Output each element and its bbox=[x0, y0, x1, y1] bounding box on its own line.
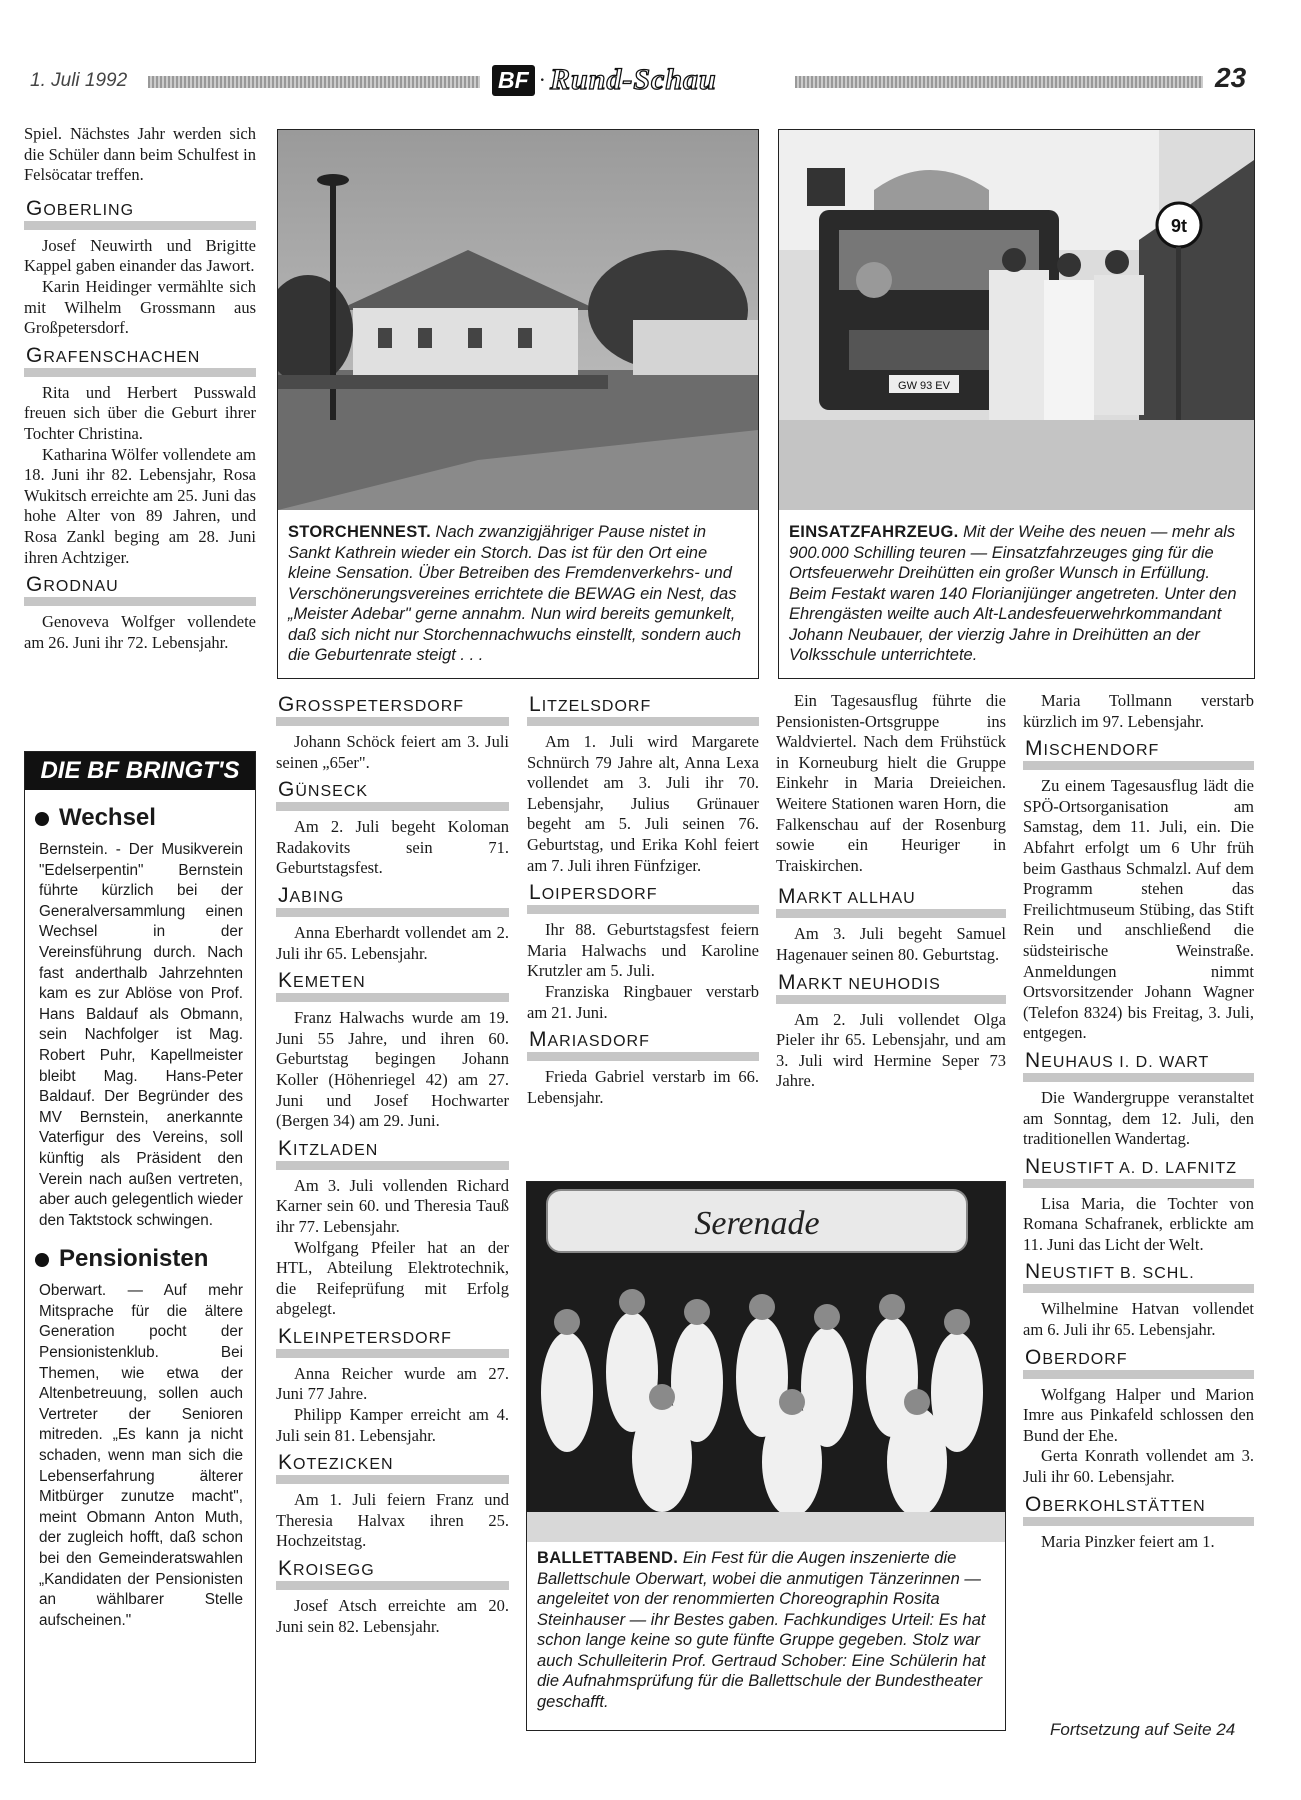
photo-storchennest-caption bbox=[288, 522, 746, 666]
section-title-grafenschachen: GRAFENSCHACHEN bbox=[24, 345, 256, 377]
bf-item-text-pensionisten: Oberwart. — Auf mehr Mitsprache für die ältere Generation pocht der Pensionistenklub. Bei Themen, wie etwa der Altenbetreuung, sollen auch Vertreter der Senioren mitreden. „Es kann ja nicht schaden, wenn man sich die Lebenserfahrung älterer Mitbürger zunutze macht", meint Obmann Anton Muth, der zugleich hofft, daß schon bei den Gemeinderatswahlen „Kandidaten der Pensionisten an wählbarer Stelle aufscheinen." bbox=[39, 1282, 243, 1629]
logo-bf: BF bbox=[492, 65, 535, 96]
article-text: Zu einem Tagesausflug lädt die SPÖ-Ortsorganisation am Samstag, dem 11. Juli, ein. Die Abfahrt erfolgt um 6 Uhr früh beim Gasthaus Schmalzl. Auf dem Programm stehen das Freilichtmuseum Stübing, das Stift Rein und anschließend die südsteirische Weinstraße. Anmeldungen nimmt Ortsvorsitzender Johann Wagner (Telefon 8324) bis Freitag, 3. Juli, entgegen. bbox=[1023, 776, 1254, 1043]
col4-intro: Ein Tagesausflug führte die Pensionisten-Ortsgruppe ins Waldviertel. Nach dem Frühstück in Korneuburg hielt die Gruppe Einkehr in Maria Dreieichen. Weitere Stationen waren Horn, die Falkenschau auf der Rosenburg sowie ein Heuriger in Traiskirchen. bbox=[776, 691, 1006, 875]
section-title-markt-neuhodis: MARKT NEUHODIS bbox=[776, 972, 1006, 1004]
article-text: Lisa Maria, die Tochter von Romana Schafranek, erblickte am 11. Juni das Licht der Welt. bbox=[1023, 1193, 1254, 1254]
article-text: Johann Schöck feiert am 3. Juli seinen „65er". bbox=[276, 732, 509, 772]
section-title-markt-allhau: MARKT ALLHAU bbox=[776, 886, 1006, 918]
caption-title: STORCHENNEST. bbox=[288, 523, 431, 541]
article-text: Franz Halwachs wurde am 19. Juni 55 Jahre, und ihren 60. Geburtstag begingen Johann Koller (Höhenriegel 42) am 27. Juni und Josef Hochwarter (Bergen 34) am 29. Juni. bbox=[276, 1008, 509, 1131]
bf-item-title-wechsel: Wechsel bbox=[35, 804, 255, 832]
photo-storchennest-image bbox=[278, 130, 758, 510]
column-5 bbox=[1023, 691, 1254, 1552]
section-title-neuhaus: NEUHAUS I. D. WART bbox=[1023, 1050, 1254, 1082]
page-header bbox=[0, 0, 1301, 110]
article-text: Am 2. Juli vollendet Olga Pieler ihr 65. Lebensjahr, und am 3. Juli wird Hermine Seper 73 Jahre. bbox=[776, 1009, 1006, 1091]
article-text: Am 3. Juli begeht Samuel Hagenauer seinen 80. Geburtstag. bbox=[776, 924, 1006, 964]
caption-text: Mit der Weihe des neuen — mehr als 900.000 Schilling teuren — Einsatzfahrzeuges ging für die Ortsfeuerwehr Dreihütten ein großer Wunsch in Erfüllung. Beim Festakt waren 140 Florianijünger angetreten. Unter den Ehrengästen weilte auch Alt-Landesfeuerwehrkommandant Johann Neubauer, der vierzig Jahre in Dreihütten an der Volksschule unterrichtete. bbox=[789, 523, 1237, 664]
header-logo: BF · Rund-Schau bbox=[492, 63, 792, 103]
column-2 bbox=[276, 694, 509, 1637]
bf-item-title-pensionisten: Pensionisten bbox=[35, 1245, 255, 1273]
serenade-banner: Serenade bbox=[694, 1205, 820, 1242]
photo-storchennest bbox=[277, 129, 759, 679]
section-title-mischendorf: MISCHENDORF bbox=[1023, 738, 1254, 770]
bullet-icon bbox=[35, 812, 49, 826]
bf-box-heading: DIE BF BRINGT'S bbox=[25, 752, 255, 790]
photo-einsatzfahrzeug-caption bbox=[789, 522, 1244, 666]
section-title-neustift-lafnitz: NEUSTIFT A. D. LAFNITZ bbox=[1023, 1156, 1254, 1188]
article-text: Wilhelmine Hatvan vollendet am 6. Juli ihr 65. Lebensjahr. bbox=[1023, 1299, 1254, 1340]
article-text: Wolfgang Pfeiler hat an der HTL, Abteilung Elektrotechnik, die Reifeprüfung mit Erfolg abgelegt. bbox=[276, 1237, 509, 1319]
photo-einsatzfahrzeug-image bbox=[779, 130, 1254, 510]
section-title-kroisegg: KROISEGG bbox=[276, 1558, 509, 1590]
article-text: Am 3. Juli vollenden Richard Karner sein 60. und Theresia Tauß ihr 77. Lebensjahr. bbox=[276, 1175, 509, 1236]
article-text: Ihr 88. Geburtstagsfest feiern Maria Halwachs und Karoline Krutzler am 5. Juli. bbox=[527, 920, 759, 981]
article-text: Am 2. Juli begeht Koloman Radakovits sein 71. Geburtstagsfest. bbox=[276, 817, 509, 878]
header-rule-left bbox=[148, 76, 480, 88]
section-title-goberling: GOBERLING bbox=[24, 198, 256, 230]
column-1 bbox=[24, 124, 256, 653]
section-title-kotezicken: KOTEZICKEN bbox=[276, 1452, 509, 1484]
article-text: Am 1. Juli feiern Franz und Theresia Halvax ihren 25. Hochzeitstag. bbox=[276, 1490, 509, 1551]
col1-sections bbox=[24, 198, 256, 654]
article-text: Philipp Kamper erreicht am 4. Juli sein 81. Lebensjahr. bbox=[276, 1405, 509, 1445]
section-title-jabing: JABING bbox=[276, 885, 509, 917]
section-title-mariasdorf: MARIASDORF bbox=[527, 1029, 759, 1061]
article-text: Frieda Gabriel verstarb im 66. Lebensjahr. bbox=[527, 1067, 759, 1107]
article-text: Genoveva Wolfger vollendete am 26. Juni ihr 72. Lebensjahr. bbox=[24, 612, 256, 652]
license-plate: GW 93 EV bbox=[898, 380, 950, 392]
article-text: Karin Heidinger vermählte sich mit Wilhelm Grossmann aus Großpetersdorf. bbox=[24, 276, 256, 338]
article-text: Katharina Wölfer vollendete am 18. Juni ihr 82. Lebensjahr, Rosa Wukitsch erreichte am 25. Juni das hohe Alter von 89 Jahren, und Rosa Zankl beging am 28. Juni ihren Achtziger. bbox=[24, 444, 256, 567]
header-rule-right bbox=[795, 76, 1203, 88]
section-title-guenseck: GÜNSECK bbox=[276, 779, 509, 811]
article-text: Franziska Ringbauer verstarb am 21. Juni. bbox=[527, 981, 759, 1022]
article-text: Gerta Konrath vollendet am 3. Juli ihr 60. Lebensjahr. bbox=[1023, 1446, 1254, 1487]
section-title-kitzladen: KITZLADEN bbox=[276, 1138, 509, 1170]
caption-title: BALLETTABEND. bbox=[537, 1549, 679, 1567]
article-text: Die Wandergruppe veranstaltet am Sonntag, dem 12. Juli, den traditionellen Wandertag. bbox=[1023, 1087, 1254, 1149]
col1-intro: Spiel. Nächstes Jahr werden sich die Schüler dann beim Schulfest in Felsöcatar treffen. bbox=[24, 124, 256, 185]
continued-note: Fortsetzung auf Seite 24 bbox=[1050, 1720, 1236, 1739]
article-text: Josef Neuwirth und Brigitte Kappel gaben einander das Jawort. bbox=[24, 235, 256, 276]
article-text: Maria Pinzker feiert am 1. bbox=[1041, 1531, 1215, 1551]
weight-sign: 9t bbox=[1170, 216, 1188, 236]
section-title-oberdorf: OBERDORF bbox=[1023, 1347, 1254, 1379]
caption-text: Ein Fest für die Augen inszenierte die Ballettschule Oberwart, wobei die anmutigen Tänzerinnen — angeleitet von der renommierten Choreographin Rosita Steinhauser — ihr Bestes gaben. Fachkundiges Urteil: Es hat schon lange keine so gute fünfte Gruppe gegeben. Stolz war auch Schulleiterin Prof. Gertraud Schober: Eine Schülerin hat die Aufnahmsprüfung für die Ballettschule der Bundestheater geschafft. bbox=[537, 1549, 986, 1711]
photo-ballettabend bbox=[526, 1181, 1006, 1731]
section-title-grosspetersdorf: GROSSPETERSDORF bbox=[276, 694, 509, 726]
bullet-icon bbox=[35, 1253, 49, 1267]
section-title-kemeten: KEMETEN bbox=[276, 970, 509, 1002]
caption-text: Nach zwanzigjähriger Pause nistet in Sankt Kathrein wieder ein Storch. Das ist für den Ort eine kleine Sensation. Über Betreiben des Fremdenverkehrs- und Verschönerungsvereines errichtete die BEWAG ein Nest, das „Meister Adebar" gerne annahm. Nun wird bereits gemunkelt, daß sich nicht nur Storchennachwuchs einstellt, sondern auch die Geburtenrate steigt . . . bbox=[288, 523, 742, 664]
header-date: 1. Juli 1992 bbox=[30, 70, 128, 91]
caption-title: EINSATZFAHRZEUG. bbox=[789, 523, 959, 541]
section-title-loipersdorf: LOIPERSDORF bbox=[527, 882, 759, 914]
article-text: Wolfgang Halper und Marion Imre aus Pinkafeld schlossen den Bund der Ehe. bbox=[1023, 1384, 1254, 1445]
photo-einsatzfahrzeug bbox=[778, 129, 1255, 679]
page-number: 23 bbox=[1215, 62, 1247, 93]
bf-item-text-wechsel: Bernstein. - Der Musikverein "Edelserpentin" Bernstein führte kürzlich bei der Generalversammlung einen Wechsel in der Vereinsführung durch. Nach fast anderthalb Jahrzehnten kam es zur Ablöse von Prof. Hans Baldauf als Obmann, sein Nachfolger ist Mag. Robert Puhr, Kapellmeister bleibt Mag. Hans-Peter Baldauf. Der Begründer des MV Bernstein, anerkannte Vaterfigur des Vereins, soll künftig als Präsident den Verein nach außen vertreten, aber auch gelegentlich wieder den Taktstock schwingen. bbox=[39, 841, 243, 1229]
section-title-grodnau: GRODNAU bbox=[24, 574, 256, 606]
section-title-kleinpetersdorf: KLEINPETERSDORF bbox=[276, 1326, 509, 1358]
article-text: Josef Atsch erreichte am 20. Juni sein 82. Lebensjahr. bbox=[276, 1596, 509, 1636]
logo-title: Rund-Schau bbox=[550, 63, 717, 96]
article-text: Am 1. Juli wird Margarete Schnürch 79 Jahre alt, Anna Lexa vollendet am 3. Juli ihr 70. Lebensjahr, Julius Grünauer begeht am 5. Juli seinen 76. Geburtstag, und Erika Kohl feiert am 7. Juli ihren Fünfziger. bbox=[527, 732, 759, 875]
column-3 bbox=[527, 694, 759, 1108]
col5-intro: Maria Tollmann verstarb kürzlich im 97. Lebensjahr. bbox=[1023, 691, 1254, 731]
section-title-neustift-schl: NEUSTIFT B. SCHL. bbox=[1023, 1261, 1254, 1293]
section-title-litzelsdorf: LITZELSDORF bbox=[527, 694, 759, 726]
photo-ballettabend-caption bbox=[537, 1548, 995, 1712]
column-4 bbox=[776, 691, 1006, 1092]
article-text: Anna Reicher wurde am 27. Juni 77 Jahre. bbox=[276, 1363, 509, 1404]
photo-ballettabend-image bbox=[527, 1182, 1005, 1542]
article-text: Anna Eberhardt vollendet am 2. Juli ihr 65. Lebensjahr. bbox=[276, 922, 509, 963]
section-title-oberkohlstaetten: OBERKOHLSTÄTTEN bbox=[1023, 1494, 1254, 1526]
bf-bringts-box bbox=[24, 751, 256, 1763]
article-text: Rita und Herbert Pusswald freuen sich über die Geburt ihrer Tochter Christina. bbox=[24, 382, 256, 443]
